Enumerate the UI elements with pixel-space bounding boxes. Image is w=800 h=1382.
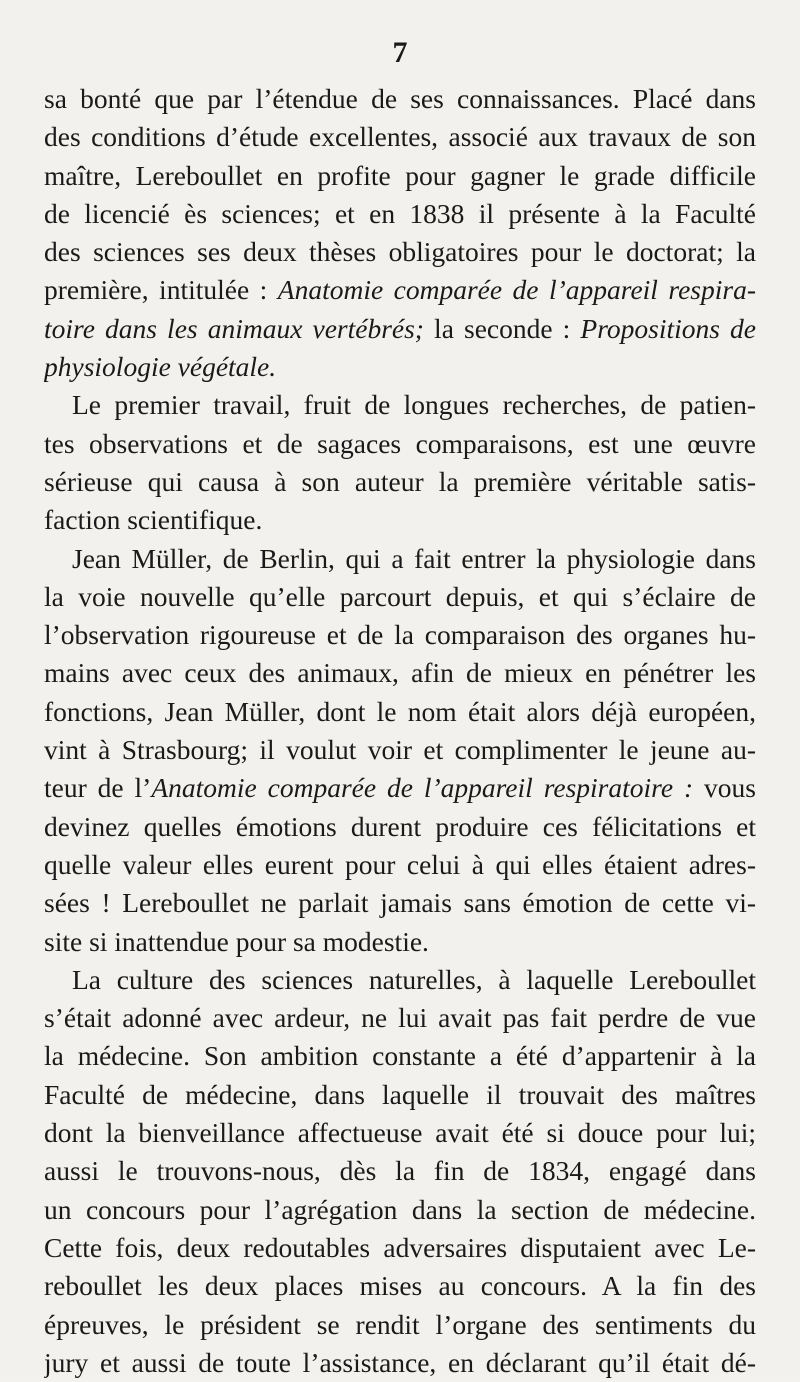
- text-line: [44, 233, 756, 271]
- text-run: aussi le trouvons-nous, dès la fin de 1834, engagé dans: [44, 1155, 756, 1187]
- paragraph: [44, 961, 756, 1382]
- text-line: [44, 1267, 756, 1305]
- text-line: [44, 769, 756, 807]
- text-run: sérieuse qui causa à son auteur la première véritable satis-: [44, 465, 756, 497]
- text-line: [44, 846, 756, 884]
- text-run: des conditions d’étude excellentes, associé aux travaux de son: [44, 121, 756, 153]
- text-run: quelle valeur elles eurent pour celui à qui elles étaient adres-: [44, 848, 756, 880]
- text-run: jury et aussi de toute l’assistance, en déclarant qu’il était dé-: [44, 1346, 756, 1378]
- text-run: faction scientifique.: [44, 504, 263, 536]
- italic-text: Anatomie comparée de l’appareil respiratoire :: [151, 772, 694, 804]
- text-run: maître, Lereboullet en profite pour gagner le grade difficile: [44, 159, 756, 191]
- text-line: [44, 386, 756, 424]
- italic-text: physiologie végétale.: [44, 351, 277, 383]
- text-line: [44, 1076, 756, 1114]
- text-run: fonctions, Jean Müller, dont le nom était alors déjà européen,: [44, 695, 756, 727]
- text-line: [44, 271, 756, 309]
- text-run: Faculté de médecine, dans laquelle il trouvait des maîtres: [44, 1078, 756, 1110]
- text-run: de licencié ès sciences; et en 1838 il présente à la Faculté: [44, 197, 756, 229]
- text-line: [44, 578, 756, 616]
- text-line: [44, 999, 756, 1037]
- text-line: [44, 1191, 756, 1229]
- text-run: sa bonté que par l’étendue de ses connaissances. Placé dans: [44, 83, 756, 114]
- text-run: la médecine. Son ambition constante a été d’appartenir à la: [44, 1040, 756, 1072]
- paragraph: [44, 386, 756, 539]
- text-run: première, intitulée :: [44, 274, 278, 306]
- text-run: reboullet les deux places mises au concours. A la fin des: [44, 1270, 756, 1302]
- text-run: la voie nouvelle qu’elle parcourt depuis, et qui s’éclaire de: [44, 580, 756, 612]
- text-run: mains avec ceux des animaux, afin de mieux en pénétrer les: [44, 657, 756, 689]
- text-line: [44, 310, 756, 348]
- text-line: [44, 80, 756, 118]
- text-line: [44, 463, 756, 501]
- text-run: Le premier travail, fruit de longues recherches, de patien-: [72, 389, 756, 421]
- text-run: vous: [693, 772, 756, 804]
- paragraph: [44, 540, 756, 961]
- text-line: [44, 1306, 756, 1344]
- paragraph: [44, 80, 756, 386]
- page-number: 7: [392, 36, 408, 69]
- text-line: [44, 693, 756, 731]
- text-line: [44, 923, 756, 961]
- text-line: [44, 540, 756, 578]
- text-line: [44, 1037, 756, 1075]
- italic-text: Anatomie comparée de l’appareil respira-: [277, 274, 756, 306]
- text-line: [44, 1344, 756, 1382]
- italic-text: toire dans les animaux vertébrés;: [44, 312, 424, 344]
- body-text: [44, 80, 756, 1382]
- text-run: teur de l’: [44, 772, 152, 804]
- text-line: [44, 348, 756, 386]
- text-line: [44, 118, 756, 156]
- text-line: [44, 501, 756, 539]
- text-run: Cette fois, deux redoutables adversaires disputaient avec Le-: [44, 1231, 756, 1263]
- text-run: sées ! Lereboullet ne parlait jamais sans émotion de cette vi-: [44, 887, 756, 919]
- text-run: devinez quelles émotions durent produire ces félicitations et: [44, 810, 756, 842]
- text-line: [44, 884, 756, 922]
- text-run: épreuves, le président se rendit l’organe des sentiments du: [44, 1308, 756, 1340]
- text-line: [44, 425, 756, 463]
- text-line: [44, 808, 756, 846]
- text-line: [44, 1152, 756, 1190]
- text-run: vint à Strasbourg; il voulut voir et complimenter le jeune au-: [44, 734, 756, 766]
- text-line: [44, 195, 756, 233]
- text-run: tes observations et de sagaces comparaisons, est une œuvre: [44, 427, 756, 459]
- text-run: s’était adonné avec ardeur, ne lui avait pas fait perdre de vue: [44, 1002, 756, 1034]
- text-line: [44, 961, 756, 999]
- text-line: [44, 731, 756, 769]
- text-run: un concours pour l’agrégation dans la section de médecine.: [44, 1193, 756, 1225]
- text-line: [44, 157, 756, 195]
- text-run: dont la bienveillance affectueuse avait été si douce pour lui;: [44, 1117, 756, 1149]
- text-line: [44, 654, 756, 692]
- italic-text: Propositions de: [580, 312, 756, 344]
- text-line: [44, 616, 756, 654]
- text-run: des sciences ses deux thèses obligatoires pour le doctorat; la: [44, 236, 756, 268]
- text-line: [44, 1229, 756, 1267]
- text-run: Jean Müller, de Berlin, qui a fait entrer la physiologie dans: [72, 542, 756, 574]
- text-run: la seconde :: [423, 312, 581, 344]
- text-run: site si inattendue pour sa modestie.: [44, 925, 429, 957]
- text-line: [44, 1114, 756, 1152]
- text-run: La culture des sciences naturelles, à laquelle Lereboullet: [72, 963, 756, 995]
- text-run: l’observation rigoureuse et de la comparaison des organes hu-: [44, 619, 756, 651]
